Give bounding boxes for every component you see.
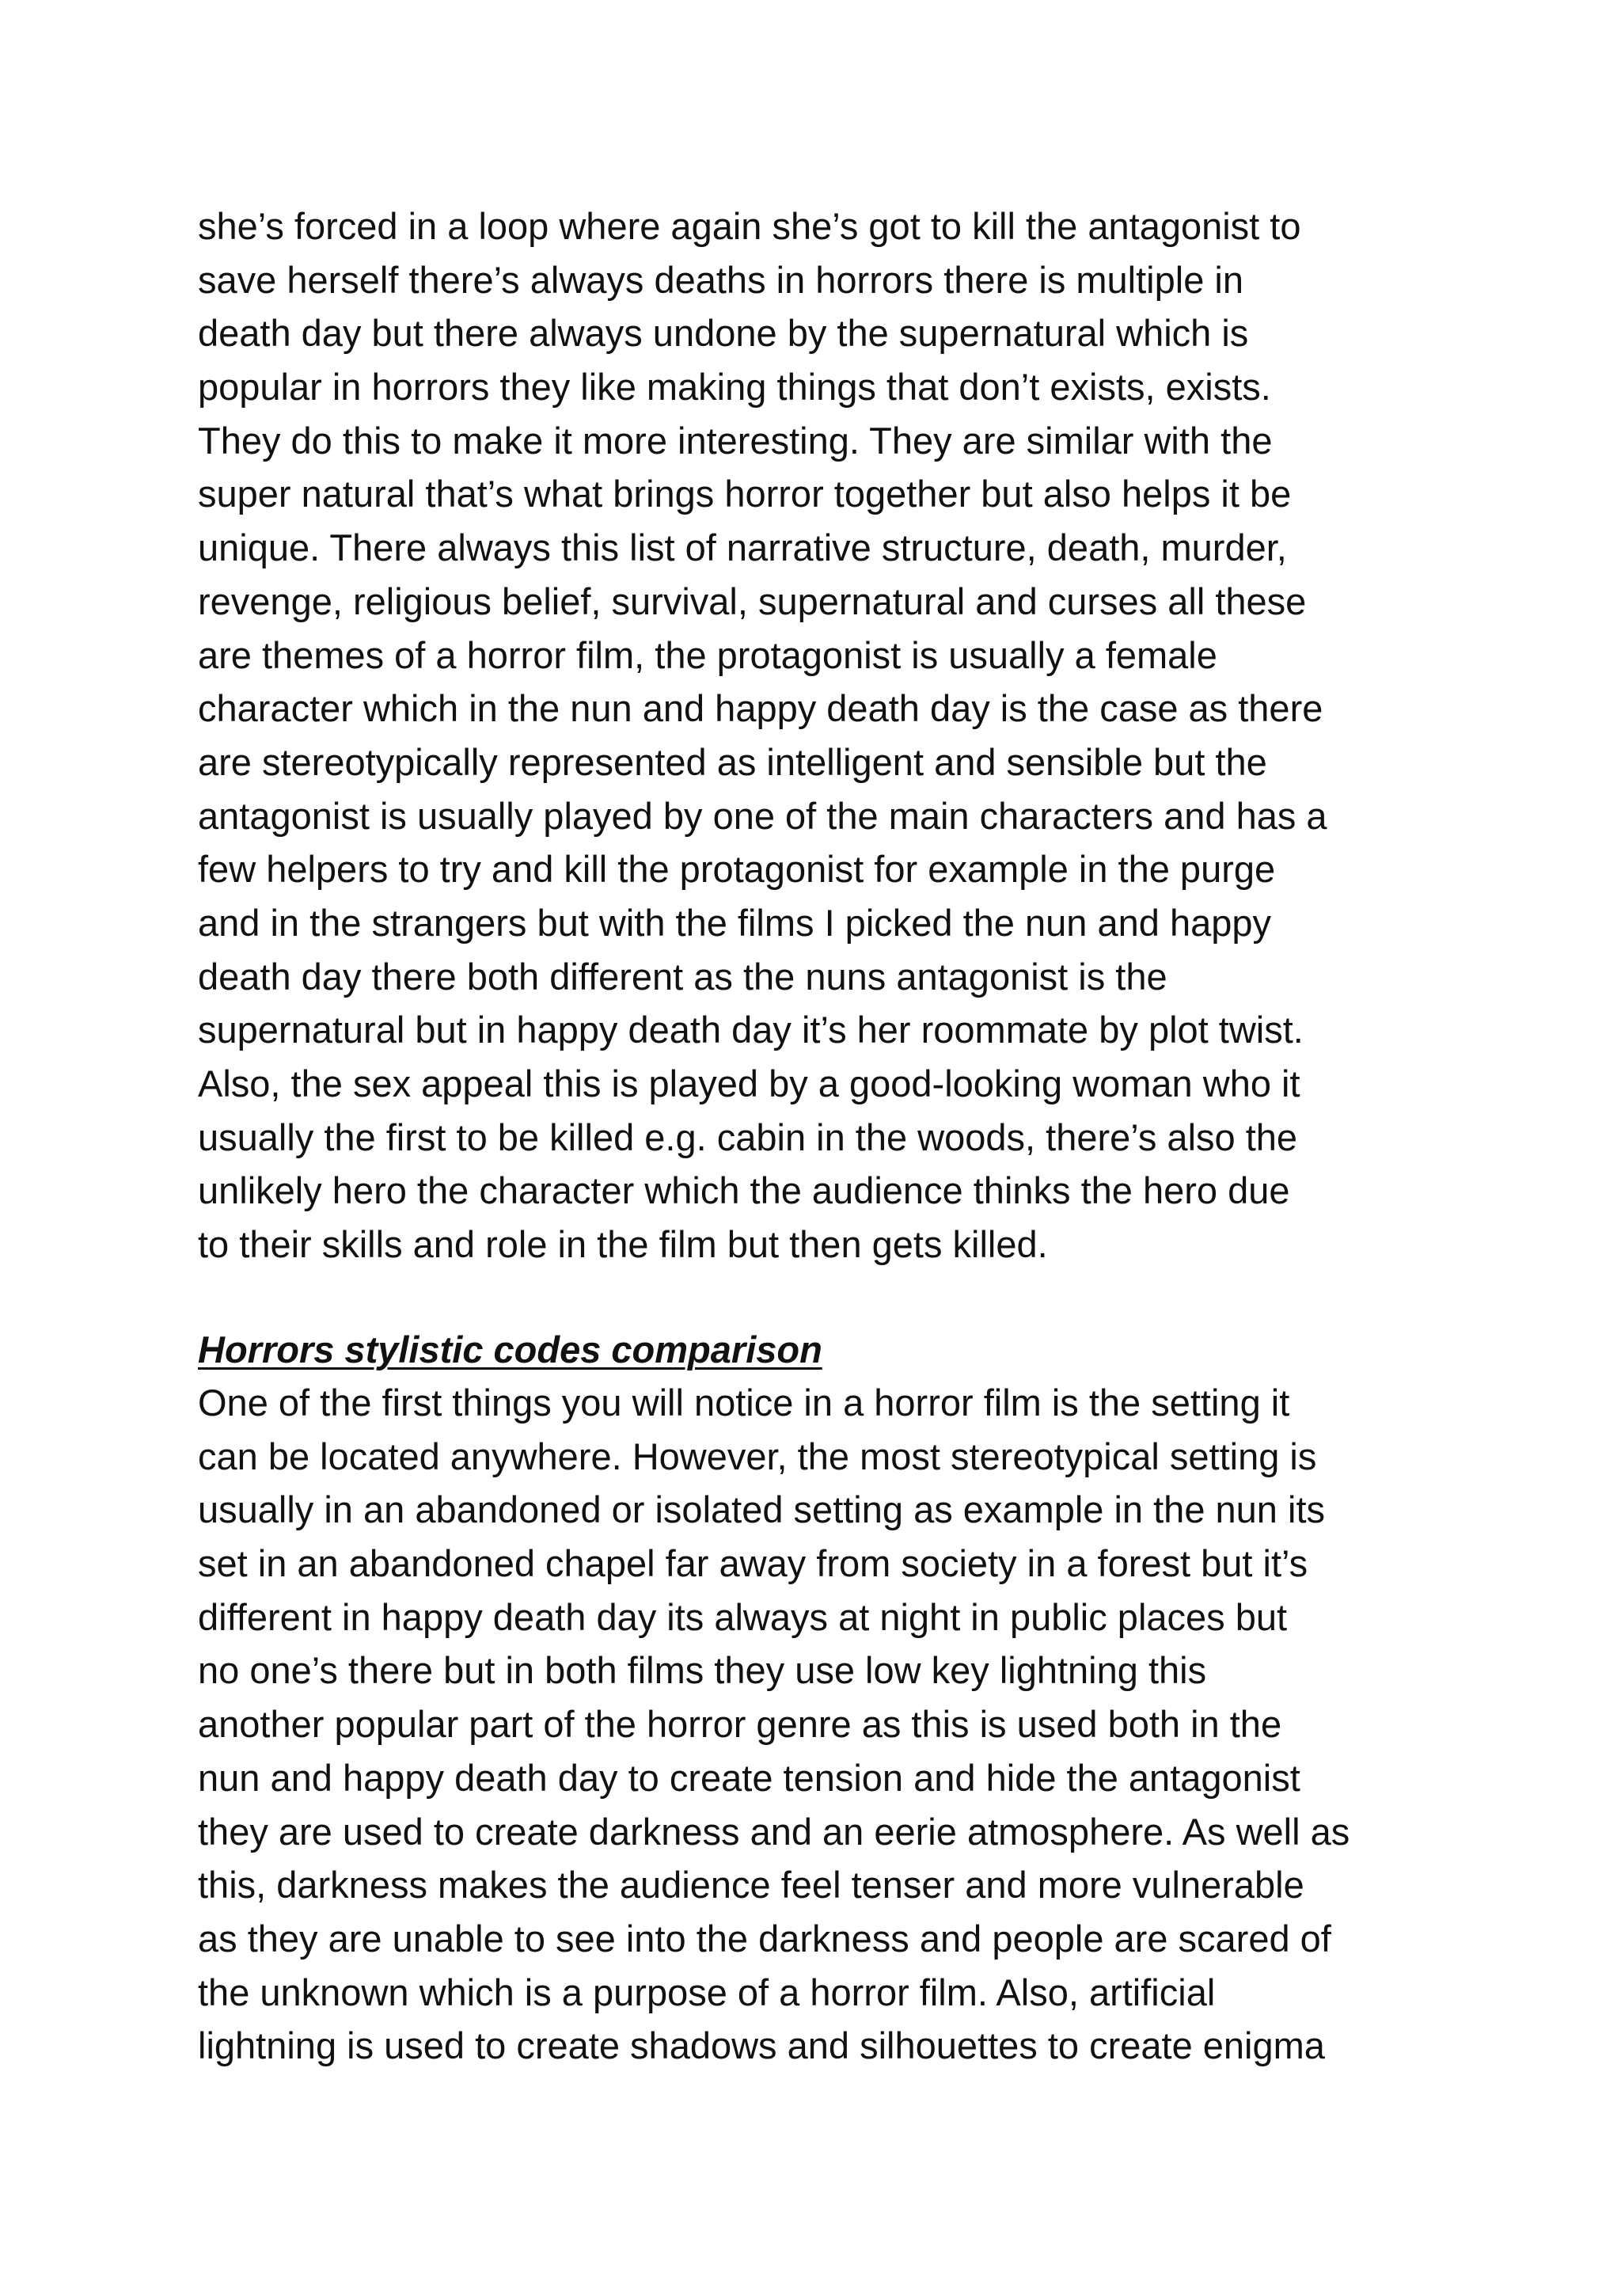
text-line: unlikely hero the character which the audience thinks the hero due <box>198 1169 1290 1212</box>
text-line: the unknown which is a purpose of a horror film. Also, artificial <box>198 1971 1216 2013</box>
text-line: they are used to create darkness and an eerie atmosphere. As well as <box>198 1810 1350 1853</box>
text-line: as they are unable to see into the darkness and people are scared of <box>198 1917 1331 1960</box>
text-line: save herself there’s always deaths in horrors there is multiple in <box>198 258 1243 301</box>
text-line: to their skills and role in the film but then gets killed. <box>198 1223 1048 1266</box>
text-line: One of the first things you will notice in a horror film is the setting it <box>198 1382 1290 1424</box>
text-line: no one’s there but in both films they use low key lightning this <box>198 1649 1207 1692</box>
text-line: this, darkness makes the audience feel tenser and more vulnerable <box>198 1864 1304 1906</box>
text-line: death day but there always undone by the supernatural which is <box>198 312 1249 355</box>
text-line: can be located anywhere. However, the most stereotypical setting is <box>198 1435 1317 1477</box>
text-line: lightning is used to create shadows and silhouettes to create enigma <box>198 2024 1325 2067</box>
text-line: nun and happy death day to create tension and hide the antagonist <box>198 1756 1300 1799</box>
body-paragraph-1 <box>198 200 1464 1272</box>
text-line: are stereotypically represented as intelligent and sensible but the <box>198 740 1267 783</box>
section-heading: Horrors stylistic codes comparison <box>198 1329 822 1370</box>
text-line: supernatural but in happy death day it’s her roommate by plot twist. <box>198 1009 1304 1051</box>
text-line: death day there both different as the nuns antagonist is the <box>198 955 1167 998</box>
text-line: They do this to make it more interesting. They are similar with the <box>198 419 1273 462</box>
text-line: popular in horrors they like making things that don’t exists, exists. <box>198 366 1271 409</box>
text-line: revenge, religious belief, survival, supernatural and curses all these <box>198 580 1307 622</box>
text-line: she’s forced in a loop where again she’s got to kill the antagonist to <box>198 205 1301 247</box>
text-line: super natural that’s what brings horror together but also helps it be <box>198 473 1292 515</box>
section-heading-container <box>198 1323 1464 1377</box>
text-line: are themes of a horror film, the protagonist is usually a female <box>198 633 1217 676</box>
text-line: Also, the sex appeal this is played by a good-looking woman who it <box>198 1062 1300 1104</box>
text-line: usually in an abandoned or isolated setting as example in the nun its <box>198 1488 1325 1531</box>
body-paragraph-2 <box>198 1376 1464 2073</box>
text-line: and in the strangers but with the films I picked the nun and happy <box>198 901 1272 944</box>
text-line: usually the first to be killed e.g. cabin in the woods, there’s also the <box>198 1116 1298 1158</box>
text-line: character which in the nun and happy death day is the case as there <box>198 687 1323 730</box>
text-line: set in an abandoned chapel far away from society in a forest but it’s <box>198 1542 1308 1585</box>
text-line: few helpers to try and kill the protagonist for example in the purge <box>198 848 1276 891</box>
text-line: another popular part of the horror genre as this is used both in the <box>198 1703 1282 1746</box>
text-line: unique. There always this list of narrative structure, death, murder, <box>198 526 1287 569</box>
text-line: antagonist is usually played by one of the main characters and has a <box>198 794 1327 837</box>
text-line: different in happy death day its always at night in public places but <box>198 1595 1288 1638</box>
